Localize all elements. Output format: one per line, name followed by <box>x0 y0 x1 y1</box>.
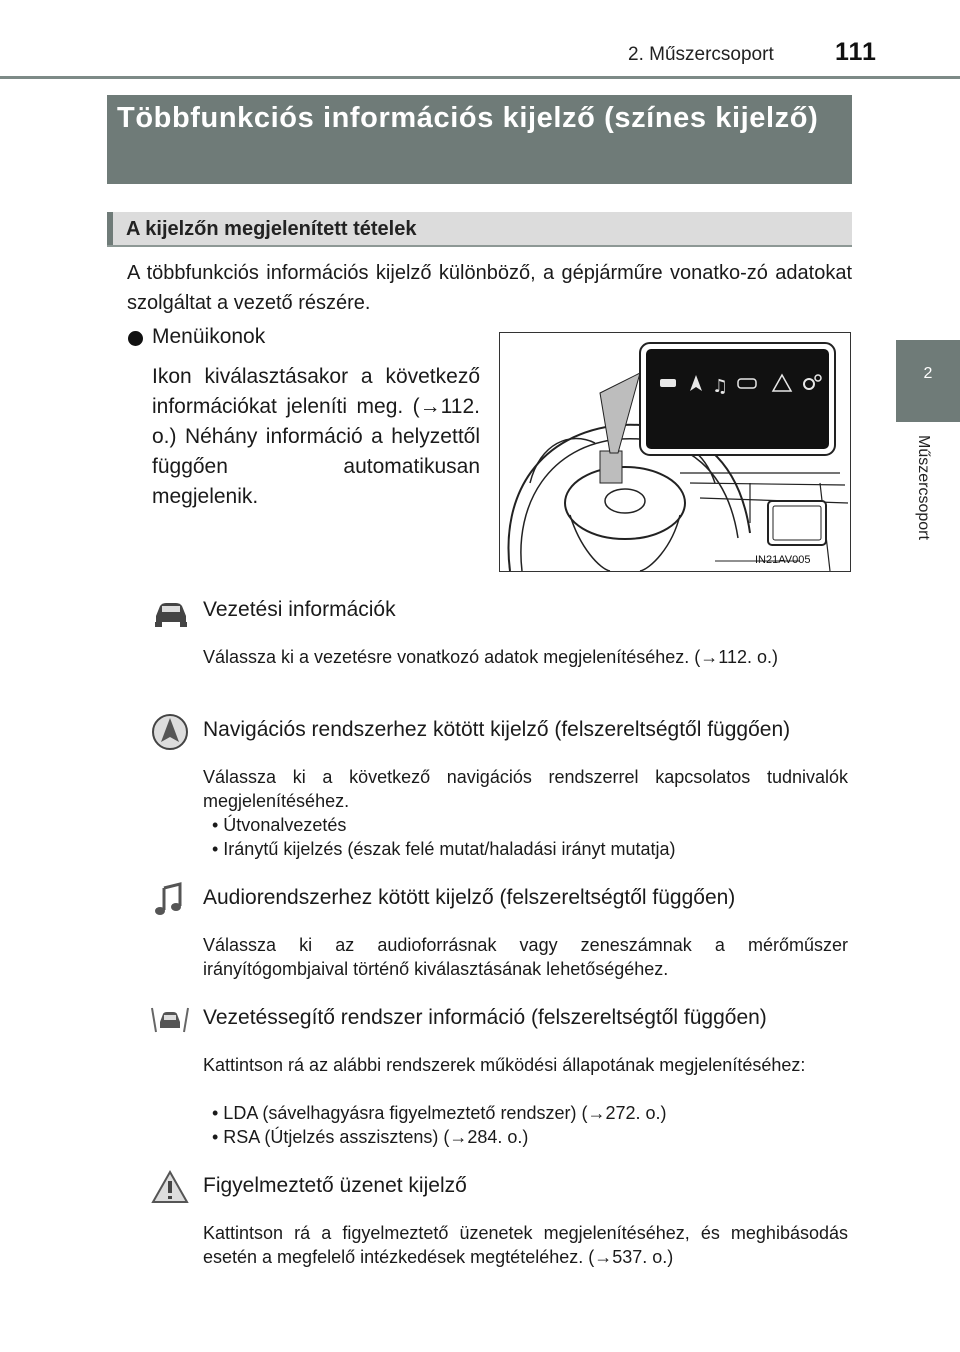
page-number: 111 <box>835 38 877 66</box>
header-rule <box>0 76 960 79</box>
item-body-driving-assist: Kattintson rá az alábbi rendszerek működési állapotának megjelenítéséhez: <box>203 1055 806 1075</box>
bullet-body: Ikon kiválasztásakor a következő információkat jeleníti meg. (→112. o.) Néhány információ a helyzettől függően automatikusan megjelenik. <box>152 365 480 508</box>
chapter-label: 2. Műszercsoport <box>628 44 774 65</box>
warning-icon <box>150 1168 190 1208</box>
item-bullet-rsa: • RSA (Útjelzés asszisztens) (→284. o.) <box>212 1127 529 1147</box>
dashboard-illustration <box>499 332 851 572</box>
subheading: A kijelzőn megjelenített tételek <box>126 218 417 240</box>
subheading-rule <box>107 245 852 247</box>
bullet-title: Menüikonok <box>152 325 266 348</box>
item-body-navigation: Válassza ki a következő navigációs rendszerrel kapcsolatos tudnivalók megjelenítéséhez. <box>203 767 848 811</box>
dashboard-drawing <box>500 333 850 571</box>
music-note-icon <box>150 880 190 920</box>
navigation-icon <box>150 712 190 752</box>
section-title: Többfunkciós információs kijelző (színes kijelző) <box>117 102 819 134</box>
item-title-navigation: Navigációs rendszerhez kötött kijelző (felszereltségtől függően) <box>203 718 791 741</box>
intro-paragraph: A többfunkciós információs kijelző különböző, a gépjárműre vonatko-zó adatokat szolgáltat a vezető részére. <box>127 262 852 314</box>
item-title-warning: Figyelmeztető üzenet kijelző <box>203 1174 467 1197</box>
chapter-tab-label: Műszercsoport <box>915 435 932 540</box>
item-body-driving-info: Válassza ki a vezetésre vonatkozó adatok megjelenítéséhez. (→112. o.) <box>203 647 778 667</box>
item-bullet-compass: • Iránytű kijelzés (észak felé mutat/haladási irányt mutatja) <box>212 839 676 859</box>
subheading-accent <box>107 212 113 247</box>
item-body-audio: Válassza ki az audioforrásnak vagy zeneszámnak a mérőműszer irányítógombjaival történő kiválasztásának lehetőségéhez. <box>203 935 848 979</box>
item-title-driving-info: Vezetési információk <box>203 598 396 621</box>
chapter-tab-number: 2 <box>923 365 933 382</box>
bullet-dot <box>128 331 143 346</box>
item-bullet-lda: • LDA (sávelhagyásra figyelmeztető rendszer) (→272. o.) <box>212 1103 667 1123</box>
item-body-warning: Kattintson rá a figyelmeztető üzenetek megjelenítéséhez, és meghibásodás esetén a megfelelő intézkedések megtételéhez. (→537. o.) <box>203 1223 848 1267</box>
item-title-driving-assist: Vezetéssegítő rendszer információ (felszereltségtől függően) <box>203 1006 767 1029</box>
item-title-audio: Audiorendszerhez kötött kijelző (felszereltségtől függően) <box>203 886 736 909</box>
item-bullet-route: • Útvonalvezetés <box>212 815 347 835</box>
illustration-code: IN21AV005 <box>755 554 811 566</box>
svg-text:♫: ♫ <box>712 376 729 397</box>
driving-assist-icon <box>150 1000 190 1040</box>
car-info-icon <box>150 592 190 632</box>
